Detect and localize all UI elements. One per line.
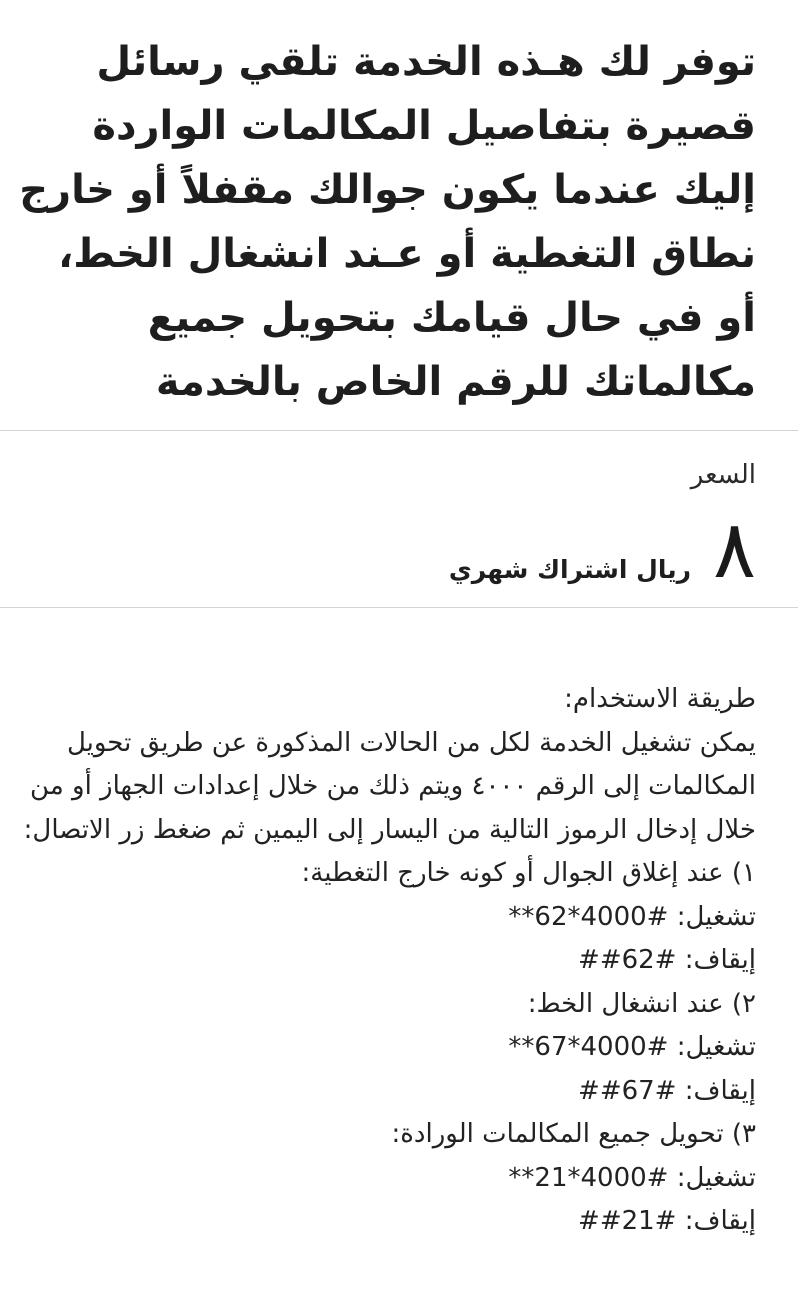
price-unit: ريال اشتراك شهري [448,555,692,584]
deactivation-code: ##67# [578,1075,677,1106]
deactivation-label: إيقاف: [684,1206,756,1236]
case-heading: ٣) تحويل جميع المكالمات الورادة: [391,1119,756,1149]
activation-label: تشغيل: [676,1162,756,1193]
price-row [448,503,756,596]
section-divider [0,607,798,608]
deactivation-line [11,939,756,983]
price-value: ٨ [713,503,756,596]
activation-label: تشغيل: [676,901,756,932]
activation-line [11,1157,756,1201]
deactivation-label: إيقاف: [684,945,756,975]
deactivation-line [11,1200,756,1244]
deactivation-line [11,1070,756,1114]
activation-line [11,896,756,940]
activation-code: **62*4000# [508,901,669,932]
section-divider [0,430,798,431]
deactivation-code: ##62# [578,945,677,975]
usage-instructions [11,678,756,1244]
usage-description: يمكن تشغيل الخدمة لكل من الحالات المذكورة عن طريق تحويل المكالمات إلى الرقم ٤٠٠٠ ويتم ذلك من خلال إعدادات الجهاز أو من خلال إدخال الرموز التالية من اليسار إلى اليمين ثم ضغط زر الاتصال: [23,727,756,845]
activation-code: **21*4000# [508,1162,669,1193]
deactivation-code: ##21# [578,1206,677,1236]
case-heading: ٢) عند انشغال الخط: [527,988,756,1019]
deactivation-label: إيقاف: [684,1075,756,1106]
activation-label: تشغيل: [676,1032,756,1062]
usage-title: طريقة الاستخدام: [564,684,756,714]
activation-code: **67*4000# [508,1032,669,1062]
service-description-headline: توفر لك هـذه الخدمة تلقي رسائل قصيرة بتفاصيل المكالمات الواردة إليك عندما يكون جوالك مقفلاً أو خارج نطاق التغطية أو عـند انشغال الخط، أو في حال قيامك بتحويل جميع مكالماتك للرقم الخاص بالخدمة [19,39,756,405]
activation-line [11,1026,756,1070]
price-label: السعر [690,460,756,490]
case-heading: ١) عند إغلاق الجوال أو كونه خارج التغطية: [301,858,756,888]
